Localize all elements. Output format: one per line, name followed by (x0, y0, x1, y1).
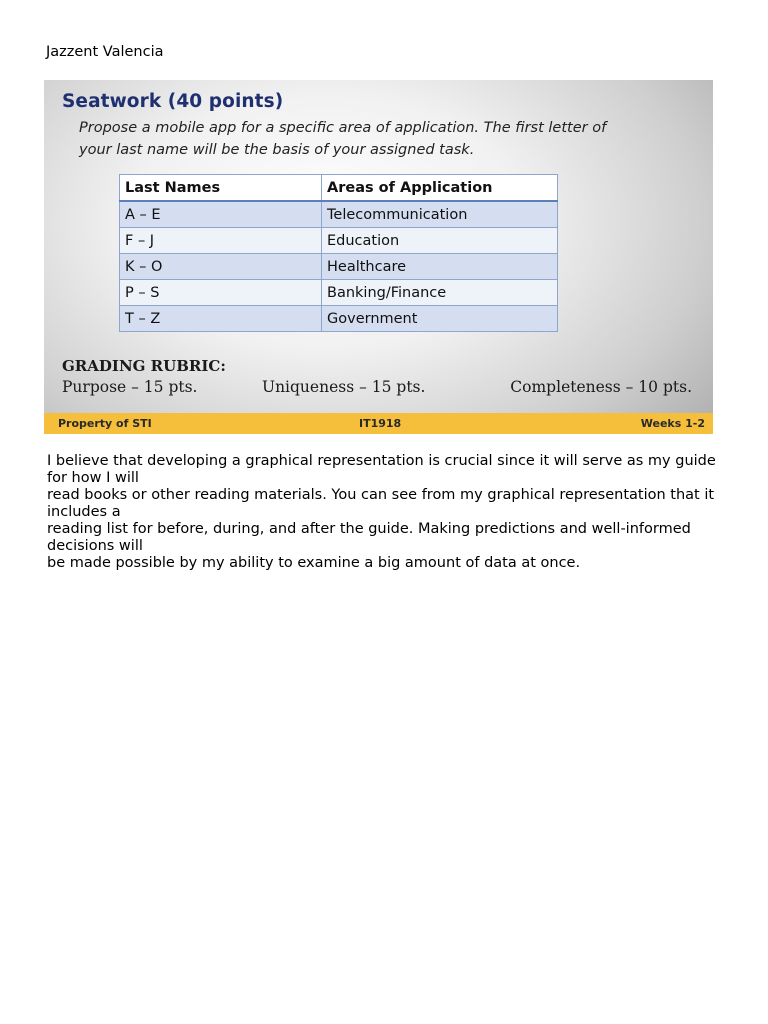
grading-rubric-heading: GRADING RUBRIC: (62, 357, 226, 375)
header-areas-of-application: Areas of Application (322, 175, 558, 202)
slide-title: Seatwork (40 points) (62, 91, 284, 112)
table-cell-letters: A – E (120, 201, 322, 228)
rubric-item-purpose: Purpose – 15 pts. (62, 378, 198, 396)
table-row (120, 306, 558, 332)
table-cell-letters: P – S (120, 280, 322, 306)
table-cell-area: Telecommunication (322, 201, 558, 228)
table-header-row (120, 175, 558, 202)
footer-owner: Property of STI (58, 417, 152, 430)
table-row (120, 201, 558, 228)
body-line: I believe that developing a graphical representation is crucial since it will serve as my guide for how I will (47, 453, 716, 486)
footer-course-code: IT1918 (359, 417, 402, 430)
rubric-item-uniqueness: Uniqueness – 15 pts. (262, 378, 426, 396)
slide-instructions (79, 117, 679, 161)
assignment-table (119, 174, 558, 332)
rubric-item-completeness: Completeness – 10 pts. (510, 378, 692, 396)
body-line: read books or other reading materials. You can see from my graphical representation that it includes a (47, 487, 715, 520)
body-line: be made possible by my ability to examine a big amount of data at once. (47, 555, 581, 571)
table-cell-letters: F – J (120, 228, 322, 254)
table-row (120, 280, 558, 306)
slide-footer-bar (44, 413, 713, 434)
footer-weeks: Weeks 1-2 (640, 417, 705, 430)
instruction-line: your last name will be the basis of your assigned task. (79, 142, 475, 158)
instruction-line: Propose a mobile app for a specific area of application. The first letter of (79, 120, 607, 136)
author-name: Jazzent Valencia (46, 44, 164, 60)
header-last-names: Last Names (120, 175, 322, 202)
body-paragraph (47, 453, 727, 572)
table-row (120, 228, 558, 254)
body-line: reading list for before, during, and after the guide. Making predictions and well-informed decisions will (47, 521, 691, 554)
table-cell-area: Education (322, 228, 558, 254)
table-cell-area: Healthcare (322, 254, 558, 280)
table-cell-area: Banking/Finance (322, 280, 558, 306)
table-row (120, 254, 558, 280)
table-cell-letters: K – O (120, 254, 322, 280)
seatwork-slide-image (44, 80, 713, 434)
table-cell-letters: T – Z (120, 306, 322, 332)
table-cell-area: Government (322, 306, 558, 332)
